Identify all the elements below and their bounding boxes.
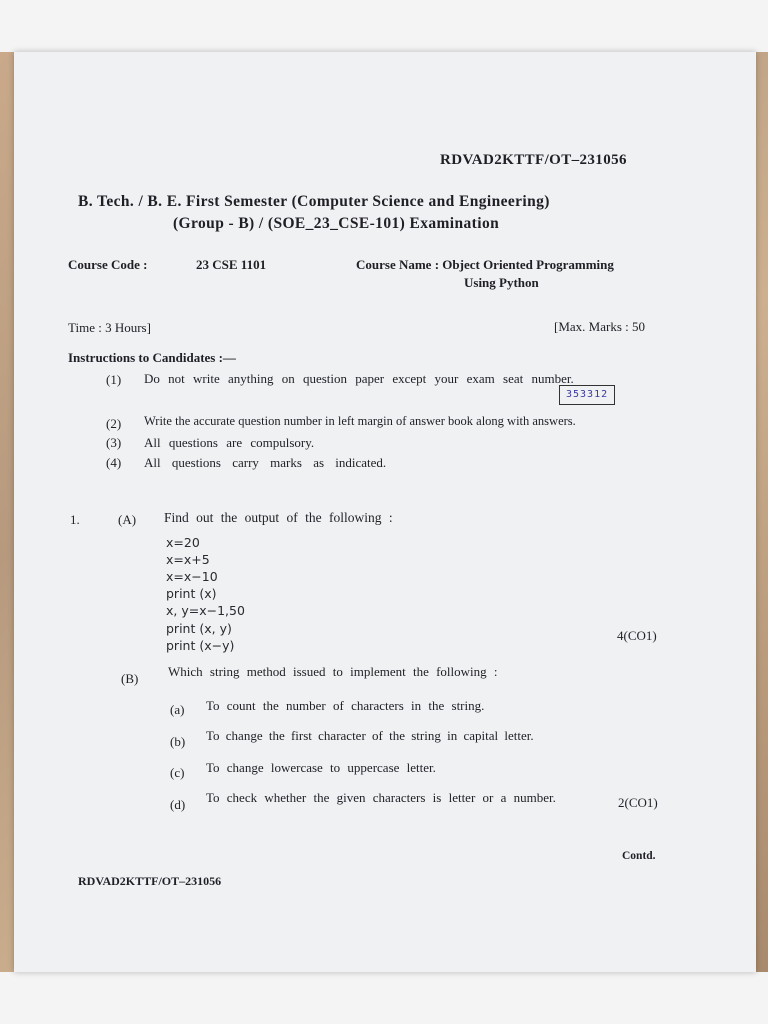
code-line: print (x, y) [166, 621, 232, 636]
paper-code-footer: RDVAD2KTTF/OT–231056 [78, 874, 222, 888]
sub-item-label: (a) [170, 702, 185, 717]
sub-item-label: (d) [170, 797, 186, 812]
max-marks: [Max. Marks : 50 [554, 319, 645, 334]
part-a-prompt: Find out the output of the following : [164, 510, 393, 525]
course-code-label: Course Code : [68, 257, 148, 272]
question-number: 1. [70, 512, 80, 527]
part-b-label: (B) [121, 671, 139, 686]
exam-paper [14, 52, 756, 972]
sub-item-text: To count the number of characters in the string. [206, 698, 485, 713]
paper-code-top: RDVAD2KTTF/OT–231056 [440, 152, 627, 168]
exam-time: Time : 3 Hours] [68, 320, 151, 335]
course-name-line-2: Using Python [464, 275, 539, 290]
part-b-prompt: Which string method issued to implement the following : [168, 664, 498, 679]
instruction-text: Do not write anything on question paper except your exam seat number. [144, 371, 574, 386]
sub-item-label: (c) [170, 765, 185, 780]
sub-item-label: (b) [170, 734, 186, 749]
code-line: x=20 [166, 535, 200, 550]
code-line: x=x−10 [166, 569, 218, 584]
instruction-text: Write the accurate question number in left margin of answer book along with answers. [144, 414, 576, 428]
part-a-marks: 4(CO1) [617, 628, 657, 643]
sub-item-text: To change lowercase to uppercase letter. [206, 760, 436, 775]
sub-item-text: To check whether the given characters is letter or a number. [206, 790, 556, 805]
instruction-text: All questions carry marks as indicated. [144, 455, 387, 470]
code-line: print (x) [166, 586, 217, 601]
instructions-title: Instructions to Candidates :— [68, 350, 236, 365]
instruction-number: (3) [106, 435, 122, 450]
heading-line-2: (Group - B) / (SOE_23_CSE-101) Examination [173, 215, 500, 232]
course-name: Course Name : Object Oriented Programming [356, 257, 614, 272]
part-a-label: (A) [118, 512, 137, 527]
seat-number-box: 353312 [559, 385, 615, 405]
instruction-number: (1) [106, 372, 122, 387]
course-code-value: 23 CSE 1101 [196, 257, 267, 272]
instruction-number: (4) [106, 455, 122, 470]
code-line: x, y=x−1,50 [166, 603, 245, 618]
code-line: print (x−y) [166, 638, 235, 653]
instruction-text: All questions are compulsory. [144, 435, 315, 450]
code-line: x=x+5 [166, 552, 210, 567]
part-b-marks: 2(CO1) [618, 795, 658, 810]
contd-label: Contd. [622, 850, 656, 862]
heading-line-1: B. Tech. / B. E. First Semester (Computer Science and Engineering) [78, 193, 550, 210]
instruction-number: (2) [106, 416, 122, 431]
sub-item-text: To change the first character of the string in capital letter. [206, 728, 534, 743]
